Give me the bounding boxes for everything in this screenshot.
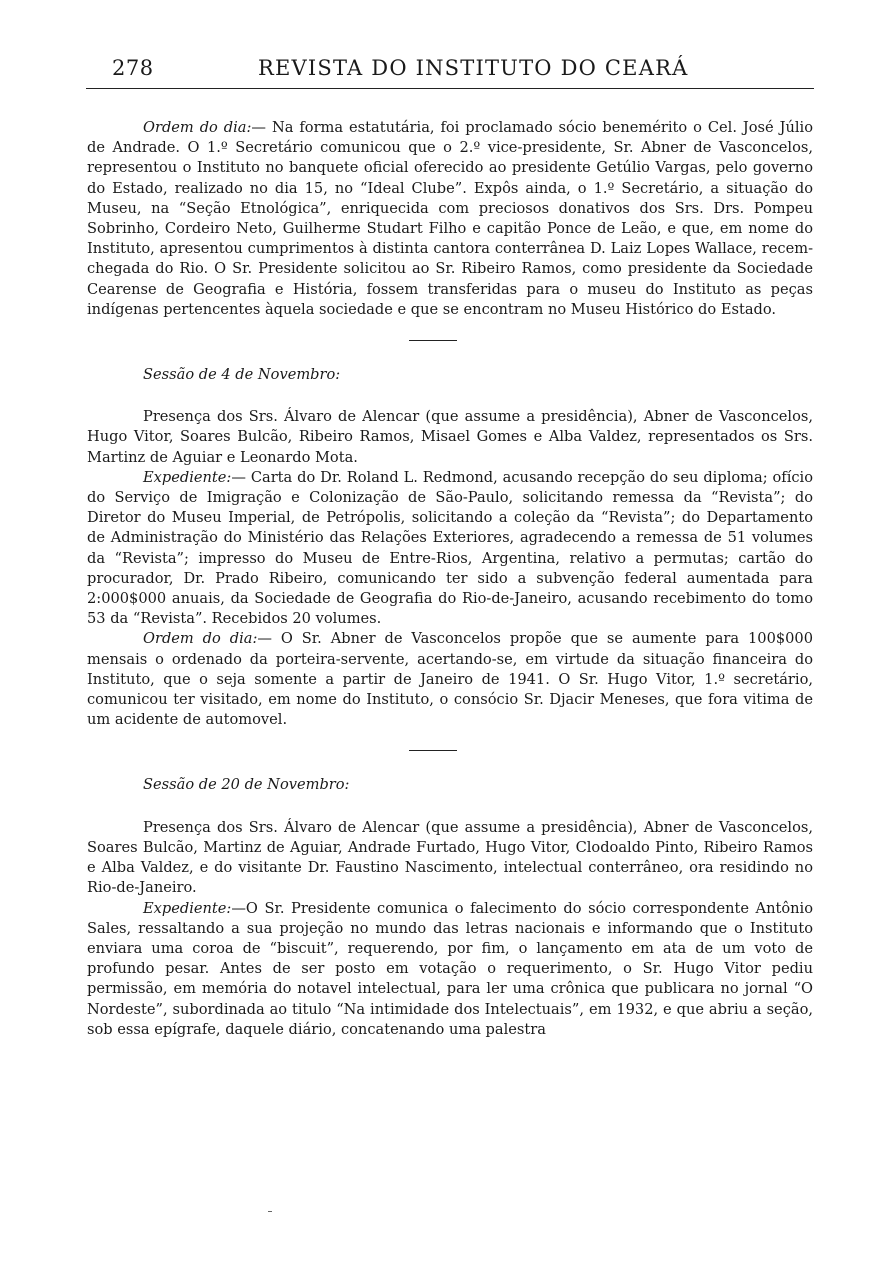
ordem-paragraph-nov4 xyxy=(87,629,813,730)
ordem-do-dia-lead: Ordem do dia: xyxy=(143,119,252,136)
header-rule xyxy=(86,88,814,89)
presence-paragraph-nov20: Presença dos Srs. Álvaro de Alencar (que assume a presidência), Abner de Vasconcelos, Soares Bulcão, Martinz de Aguiar, Andrade Furtado, Hugo Vitor, Clodoaldo Pinto, Ribeiro Ramos e Alba Valdez, e do visitante Dr. Faustino Nascimento, intelectual conterrâneo, ora residindo no Rio-de-Janeiro. xyxy=(87,818,813,897)
expediente-paragraph-nov4 xyxy=(87,468,813,630)
session-heading-nov4: Sessão de 4 de Novembro: xyxy=(143,366,341,384)
ordem-do-dia-paragraph xyxy=(87,118,813,320)
running-title: REVISTA DO INSTITUTO DO CEARÁ xyxy=(258,56,689,80)
print-speck xyxy=(268,1211,272,1212)
ordem-do-dia-text: — Na forma estatutária, foi proclamado sócio benemérito o Cel. José Júlio de Andrade. O 1.º Secretário comunicou que o 2.º vice-presidente, Sr. Abner de Vasconcelos, representou o Instituto no banquete oficial oferecido ao presidente Getúlio Vargas, pelo governo do Estado, realizado no dia 15, no “Ideal Clube”. Expôs ainda, o 1.º Secretário, a situação do Museu, na “Seção Etnológica”, enriquecida com preciosos donativos dos Srs. Drs. Pompeu Sobrinho, Cordeiro Neto, Guilherme Studart Filho e capitão Ponce de Leão, e que, em nome do Instituto, apresentou cumprimentos à distinta cantora conterrânea D. Laiz Lopes Wallace, recem-chegada do Rio. O Sr. Presidente solicitou ao Sr. Ribeiro Ramos, como presidente da Sociedade Cearense de Geografia e História, fossem transferidas para o museu do Instituto as peças indígenas pertencentes àquela sociedade e que se encontram no Museu Histórico do Estado. xyxy=(87,119,813,318)
expediente-lead-nov20: Expediente: xyxy=(143,899,232,917)
session-heading-nov20: Sessão de 20 de Novembro: xyxy=(143,776,350,794)
ordem-lead-nov4: Ordem do dia: xyxy=(143,630,258,648)
presence-paragraph-nov4: Presença dos Srs. Álvaro de Alencar (que assume a presidência), Abner de Vasconcelos, Hugo Vitor, Soares Bulcão, Ribeiro Ramos, Misael Gomes e Alba Valdez, representados os Srs. Martinz de Aguiar e Leonardo Mota. xyxy=(87,408,813,466)
expediente-text-nov4: — Carta do Dr. Roland L. Redmond, acusando recepção do seu diploma; ofício do Serviço de Imigração e Colonização de São-Paulo, solicitando remessa da “Revista”; do Diretor do Museu Imperial, de Petrópolis, solicitando a coleção da “Revista”; do Departamento de Administração do Ministério das Relações Exteriores, agradecendo a remessa de 51 volumes da “Revista”; impresso do Museu de Entre-Rios, Argentina, relativo a permutas; cartão do procurador, Dr. Prado Ribeiro, comunicando ter sido a subvenção federal aumentada para 2:000$000 anuais, da Sociedade de Geografia do Rio-de-Janeiro, acusando recebimento do tomo 53 da “Revista”. Recebidos 20 volumes. xyxy=(87,468,813,628)
expediente-lead-nov4: Expediente: xyxy=(143,468,232,486)
expediente-paragraph-nov20 xyxy=(87,899,813,1040)
page-header xyxy=(86,56,820,90)
page-number: 278 xyxy=(112,56,154,80)
body-text xyxy=(87,118,813,1040)
expediente-text-nov20: —O Sr. Presidente comunica o falecimento do sócio correspondente Antônio Sales, ressaltando a sua projeção no mundo das letras nacionais e informando que o Instituto enviara uma coroa de “biscuit”, requerendo, por fim, o lançamento em ata de um voto de profundo pesar. Antes de ser posto em votação o requerimento, o Sr. Hugo Vitor pediu permissão, em memória do notavel intelectual, para ler uma crônica que publicara no jornal “O Nordeste”, subordinada ao titulo “Na intimidade dos Intelectuais”, em 1932, e que abriu a seção, sob essa epígrafe, daquele diário, concatenando uma palestra xyxy=(87,899,813,1038)
ordem-text-nov4: — O Sr. Abner de Vasconcelos propõe que se aumente para 100$000 mensais o ordenado da porteira-servente, acertando-se, em virtude da situação financeira do Instituto, que o seja somente a partir de Janeiro de 1941. O Sr. Hugo Vitor, 1.º secretário, comunicou ter visitado, em nome do Instituto, o consócio Sr. Djacir Meneses, que fora vitima de um acidente de automovel. xyxy=(87,630,813,729)
